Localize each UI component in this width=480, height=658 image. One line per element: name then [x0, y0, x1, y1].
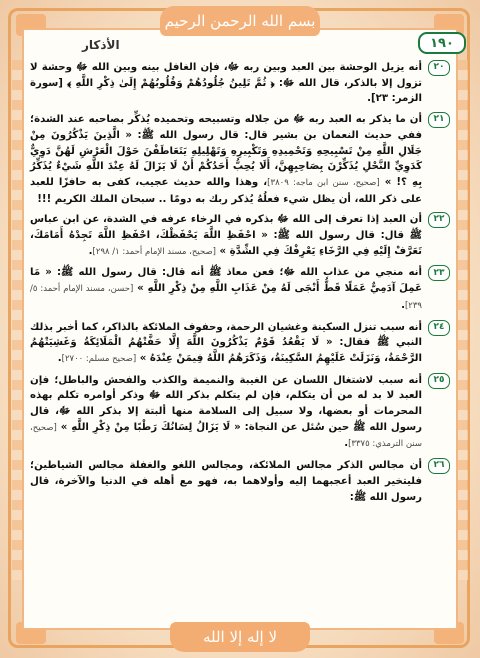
item-body: أنه يزيل الوحشة بين العبد وبين ربه ﷻ، فإن الغافل بينه وبين الله ﷻ وحشة لا تزول إلا بالذكر، قال الله ﷻ: ﴿ ثُمَّ تَلِينُ جُلُودُهُمْ وَقُلُوبُهُمْ إِلَىٰ ذِكْرِ اللَّهِ ﴾ [سورة الزمر: ٢٣].	[30, 62, 422, 105]
item-body-cont: .	[344, 438, 349, 450]
list-item	[30, 320, 446, 368]
item-text	[30, 265, 422, 314]
item-number: ٢٥	[428, 373, 450, 389]
list-item	[30, 458, 446, 505]
list-item	[30, 373, 446, 454]
basmala-banner: بسم الله الرحمن الرحيم	[160, 6, 320, 36]
item-body-cont: ، وهذا والله حديث عجيب، كفى به حافزًا للعبد على ذكر الله، أن يظل شيء فعلُهُ يُذكر ربك به دومًا .. سبحان الملك الكريم !!!	[30, 176, 422, 205]
list-item	[30, 112, 446, 207]
item-number: ٢٤	[428, 320, 450, 336]
item-text	[30, 60, 422, 107]
item-text	[30, 320, 422, 368]
item-text	[30, 112, 422, 207]
item-body: أن ما يذكر به العبد ربه ﷻ من جلاله وتسبيحه وتحميده يُذكِّر بصاحبه عند الشدة؛ ففي حديث النعمان بن بشير قال: قال رسول الله ﷺ: « الَّذِينَ يَذْكُرُونَ مِنْ جَلَالِ اللَّهِ مِنْ تَسْبِيحِهِ وَتَحْمِيدِهِ وَتَكْبِيرِهِ وَتَهْلِيلِهِ يَتَعَاطَفْنَ حَوْلَ الْعَرْشِ لَهُنَّ دَوِيٌّ كَدَوِيِّ النَّحْلِ يُذَكِّرْنَ بِصَاحِبِهِنَّ، أَلَا يُحِبُّ أَحَدُكُمْ أَنْ لَا يَزَالَ لَهُ عِنْدَ اللَّهِ شَيْءٌ يُذَكِّرُ بِهِ ؟! »	[30, 114, 423, 188]
item-number: ٢٦	[428, 458, 450, 474]
item-text	[30, 373, 422, 454]
item-body-cont: .	[401, 299, 405, 311]
item-number: ٢١	[428, 112, 450, 128]
item-body: أنه سبب لاشتغال اللسان عن الغيبة والنميمة والكذب والفحش والباطل؛ فإن العبد لا بد له من أن يتكلم، فإن لم يتكلم بذكر الله ﷻ وذكر أوامره تكلم بهذه المحرمات أو بعضها، ولا سبيل إلى السلامة منها ألبتة إلا بذكر الله ﷻ، قال رسول الله ﷺ حين سُئل عن النجاة: « لَا يَزَالُ لِسَانُكَ رَطْبًا مِنْ ذِكْرِ اللَّهِ »	[30, 374, 423, 433]
item-body: أن مجالس الذكر مجالس الملائكة، ومجالس اللغو والغفلة مجالس الشياطين؛ فليتخير العبد أعجبهما إليه وأولاهما به، فهو مع أهله في الدنيا والآخرة، قال رسول الله ﷺ:	[30, 460, 422, 503]
page-content	[30, 60, 446, 620]
page-number: ١٩٠	[418, 32, 466, 54]
list-item	[30, 265, 446, 314]
hadith-reference: [صحيح، سنن ابن ماجه: ٣٨٠٩]	[267, 177, 380, 188]
list-item	[30, 60, 446, 107]
item-body: أنه منجي من عذاب الله ﷻ؛ فعن معاذ ﷺ أنه قال: قال رسول الله ﷺ: « مَا عَمِلَ آدَمِيٌّ عَمَلًا قَطُّ أَنْجَى لَهُ مِنْ عَذَابِ اللَّهِ مِنْ ذِكْرِ اللَّهِ »	[30, 267, 422, 295]
footer-banner: لا إله إلا الله	[170, 622, 310, 652]
item-number: ٢٢	[428, 212, 450, 228]
item-number: ٢٠	[428, 60, 450, 76]
item-body-cont: .	[57, 352, 62, 364]
hadith-reference: [حسن، مسند الإمام أحمد: ٥/ ٢٣٩]	[30, 284, 422, 311]
item-text	[30, 212, 422, 260]
hadith-reference: [صحيح، مسند الإمام أحمد: ١/ ٢٩٨]	[92, 246, 216, 257]
item-body: أن العبد إذا تعرف إلى الله ﷻ بذكره في الرخاء عرفه في الشدة، عن ابن عباس ﷺ قال: قال رسول الله ﷺ: « احْفَظِ اللَّهَ يَحْفَظْكَ، احْفَظِ اللَّهَ تَجِدْهُ أَمَامَكَ، تَعَرَّفْ إِلَيْهِ فِي الرَّخَاءِ يَعْرِفْكَ فِي الشِّدَّةِ »	[30, 214, 422, 257]
section-title: الأذكار	[82, 38, 120, 52]
item-text	[30, 458, 422, 505]
item-body-cont: .	[88, 245, 93, 257]
hadith-reference: [صحيح، سنن الترمذي: ٣٣٧٥]	[30, 422, 422, 450]
item-body: أنه سبب تنزل السكينة وغشيان الرحمة، وحفوف الملائكة بالذاكر، كما أخبر بذلك النبي ﷺ فقال: « لَا يَقْعُدُ قَوْمٌ يَذْكُرُونَ اللَّهَ إِلَّا حَفَّتْهُمُ الْمَلَائِكَةُ وَغَشِيَتْهُمُ الرَّحْمَةُ، وَنَزَلَتْ عَلَيْهِمُ السَّكِينَةُ، وَذَكَرَهُمُ اللَّهُ فِيمَنْ عِنْدَهُ »	[30, 321, 422, 364]
hadith-reference: [صحيح مسلم: ٢٧٠٠]	[61, 353, 137, 364]
item-number: ٢٣	[428, 265, 450, 281]
list-item	[30, 212, 446, 260]
